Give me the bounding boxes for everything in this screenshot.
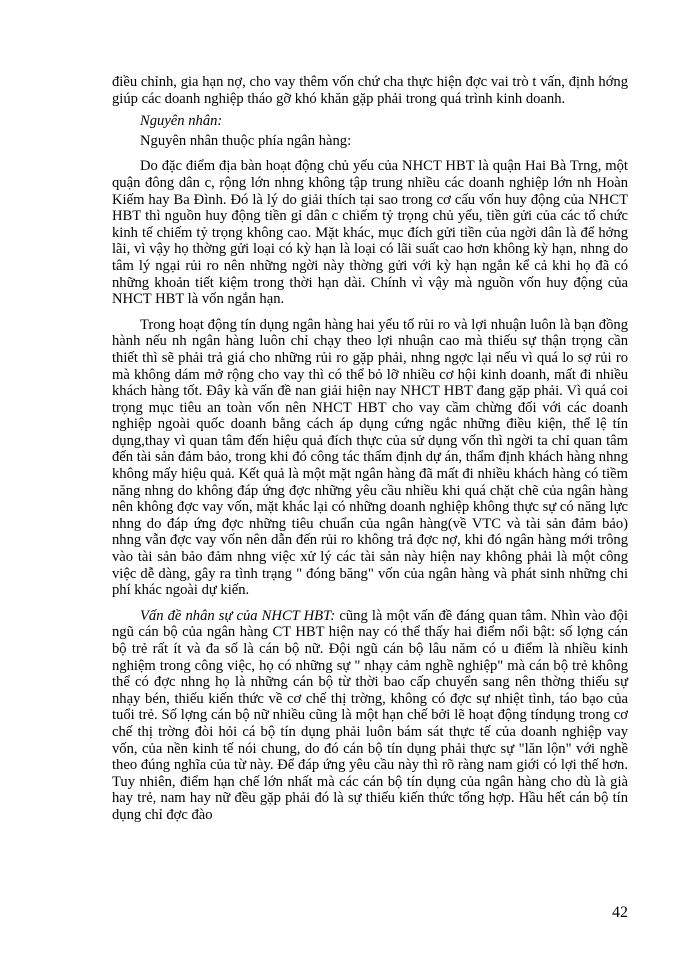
personnel-lead-in: Vấn đề nhân sự của NHCT HBT:: [140, 607, 336, 624]
section-heading-causes: Nguyên nhân:: [140, 113, 223, 130]
body-text: [112, 74, 628, 831]
paragraph-risk-profit: Trong hoạt động tín dụng ngân hàng hai yếu tố rủi ro và lợi nhuận luôn là bạn đồng hành nếu nh ngân hàng luôn chỉ chạy theo lợi nhuận cao mà thiếu sự thận trọng cần thiết thì sẽ phải trả giá cho những rủi ro gặp phải, nhng ngợc lại nếu vì quá lo sợ rủi ro mà không dám mở rộng cho vay thì có thể bỏ lỡ nhiều cơ hội kinh doanh, mất đi nhiều khách hàng tốt. Đây kà vấn đề nan giải hiện nay NHCT HBT đang gặp phải. Vì quá coi trọng mục tiêu an toàn vốn nên NHCT HBT cho vay cầm chừng đối với các doanh nghiệp ngoài quốc doanh bằng cách áp dụng cứng ngắc những điều kiện, thể lệ tín dụng,thay vì quan tâm đến hiệu quả đích thực của sử dụng vốn thì ngời ta chỉ quan tâm đến tài sản đảm bảo, trong khi đó công tác thẩm định dự án, thẩm định khách hàng nhng không mấy hiệu quả. Kết quả là một mặt ngân hàng đã mất đi nhiều khách hàng có tiềm năng nhng do không đáp ứng đợc những yêu cầu nhiều khi quá chặt chẽ của ngân hàng nên không đợc vay vốn, mặt khác lại có những doanh nghiệp không thực sự có năng lực nhng do đáp ứng đợc những tiêu chuẩn của ngân hàng(về VTC và tài sản đảm bảo) nhng vẫn đợc vay vốn nên dẫn đến rủi ro không trả đợc nợ, khi đó ngân hàng mới trông vào tài sản bảo đảm nhng việc xử lý các tài sản này hiện nay không phải là một công việc dễ dàng, gây ra tình trạng " đóng băng" vốn của ngân hàng và phát sinh những chi phí khác ngoài dự kiến.: [112, 316, 628, 599]
paragraph-continuation: điều chỉnh, gia hạn nợ, cho vay thêm vốn chứ cha thực hiện đợc vai trò t vấn, định hớng giúp các doanh nghiệp tháo gỡ khó khăn gặp phải trong quá trình kinh doanh.: [112, 74, 628, 107]
paragraph-location: Do đặc điểm địa bàn hoạt động chủ yếu của NHCT HBT là quận Hai Bà Trng, một quận đông dân c, rộng lớn nhng không tập trung nhiều các doanh nghiệp lớn nh Hoàn Kiếm hay Ba Đình. Đó là lý do giải thích tại sao trong cơ cấu vốn huy động của NHCT HBT thì nguồn huy động tiền gỉ dân c chiếm tỷ trọng chủ yếu, tiền gửi của các tổ chức kinh tế chiếm tỷ trọng không cao. Mặt khác, mục đích gửi tiền của ngời dân là để hởng lãi, vì vậy họ thờng gửi loại có kỳ hạn là loại có lãi suất cao hơn không kỳ hạn, nhng do tâm lý ngại rủi ro nên những ngời này thờng gửi với kỳ hạn ngắn kể cả khi họ đã có những khoản tiết kiệm trong thời hạn dài. Chính vì vậy mà nguồn vốn huy động của NHCT HBT là vốn ngắn hạn.: [112, 158, 628, 308]
page-number: 42: [612, 904, 628, 921]
subheading-bank-side: Nguyên nhân thuộc phía ngân hàng:: [140, 132, 352, 149]
personnel-text: cũng là một vấn đề đáng quan tâm. Nhìn vào đội ngũ cán bộ của ngân hàng CT HBT hiện nay có thể thấy hai điểm nổi bật: số lợng cán bộ trẻ rất ít và đa số là cán bộ nữ. Đội ngũ cán bộ lâu năm có u điểm là nhiều kinh nghiệm trong công việc, họ có những sự " nhạy cảm nghề nghiệp" mà cán bộ trẻ không thể có đợc nhng họ là những cán bộ từ thời bao cấp chuyển sang nên thờng thiếu sự nhạy bén, thiếu kiến thức về cơ chế thị trờng, không có đợc sự nhiệt tình, táo bạo của tuổi trẻ. Số lợng cán bộ nữ nhiều cũng là một hạn chế bởi lẽ hoạt động tíndụng trong cơ chế thị trờng đòi hỏi cá bộ tín dụng phải luôn bám sát thực tế của doanh nghiệp vay vốn, của nền kinh tế nói chung, do đó cán bộ tín dụng phải thực sự "lăn lộn" với nghề theo đúng nghĩa của từ này. Để đáp ứng yêu cầu này thì rõ ràng nam giới có lợi thế hơn. Tuy nhiên, điểm hạn chế lớn nhất mà các cán bộ tín dụng của ngân hàng cho dù là già hay trẻ, nam hay nữ đều gặp phải đó là sự thiếu kiến thức tổng hợp. Hầu hết cán bộ tín dụng chỉ đợc đào: [112, 607, 628, 823]
paragraph-personnel: [112, 608, 628, 824]
